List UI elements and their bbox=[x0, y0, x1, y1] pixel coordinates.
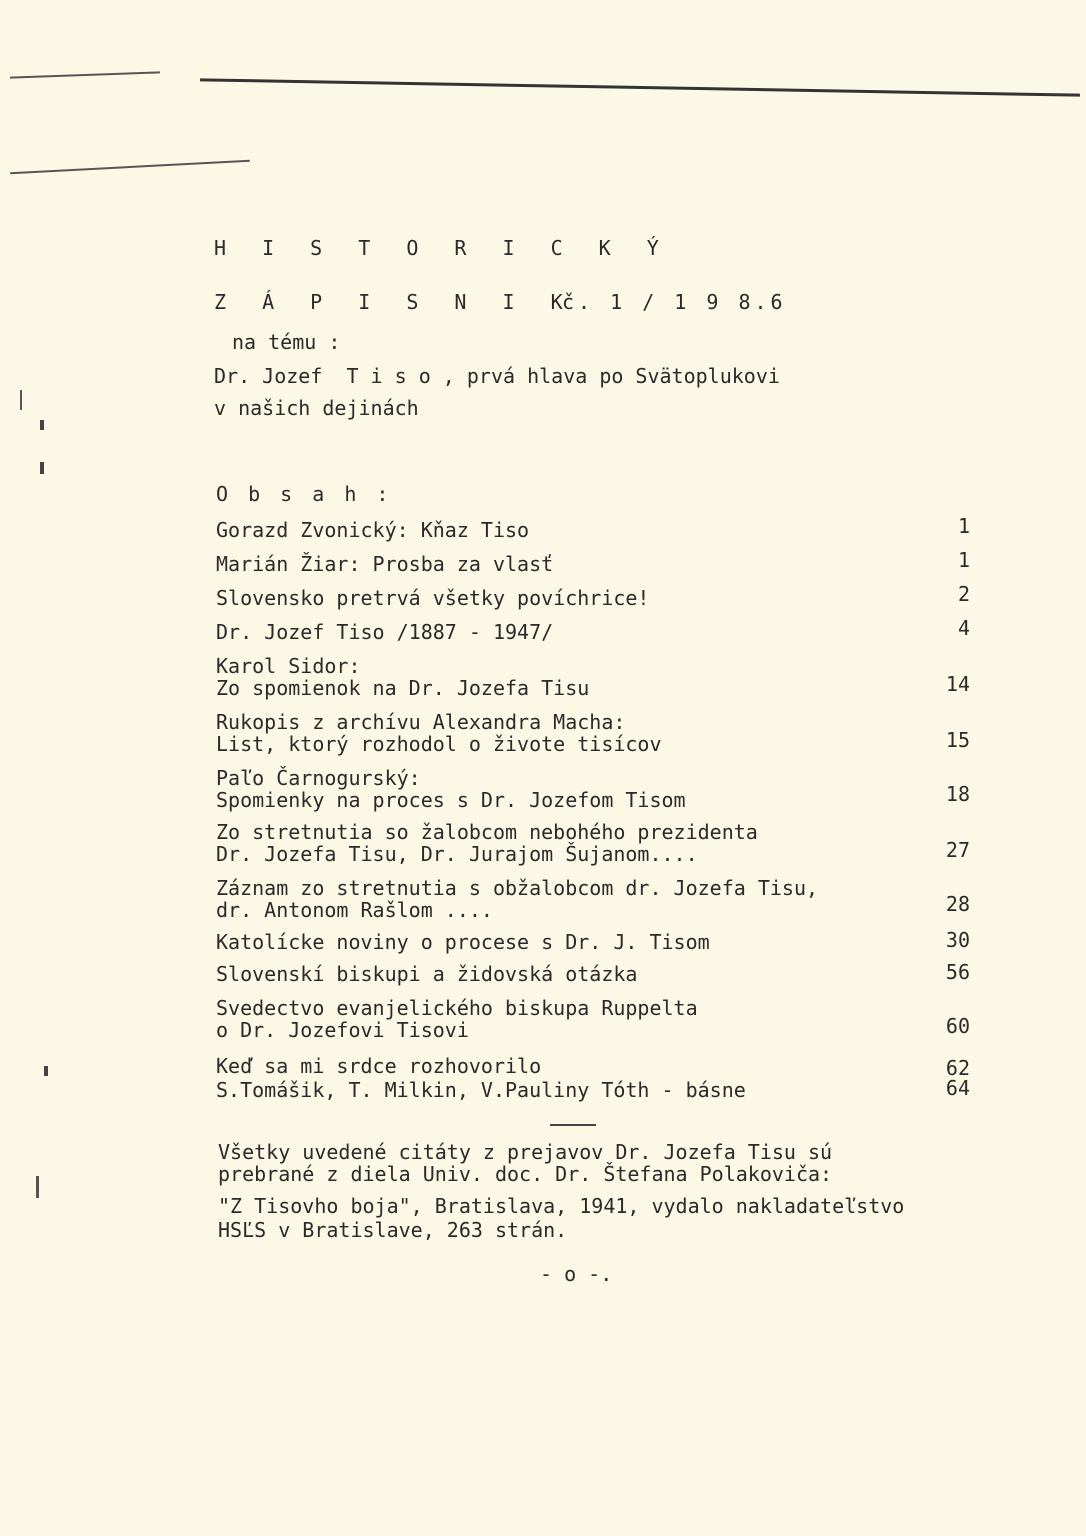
contents-heading: O b s a h : bbox=[216, 482, 393, 506]
toc-entry-title: Dr. Jozef Tiso /1887 - 1947/ bbox=[216, 620, 554, 644]
toc-entry-page: 14 bbox=[945, 672, 970, 696]
toc-entry-page: 62 bbox=[945, 1056, 970, 1080]
toc-entry-title: Paľo Čarnogurský: bbox=[216, 766, 421, 790]
toc-entry-title: Marián Žiar: Prosba za vlasť bbox=[216, 552, 554, 576]
toc-entry-title: Rukopis z archívu Alexandra Macha: bbox=[216, 710, 626, 734]
toc-entry-page: 64 bbox=[945, 1076, 970, 1100]
toc-entry-title: Katolícke noviny o procese s Dr. J. Tisom bbox=[216, 930, 710, 954]
toc-entry-page: 1 bbox=[957, 514, 970, 538]
toc-entry-page: 30 bbox=[945, 928, 970, 952]
toc-entry-title: o Dr. Jozefovi Tisovi bbox=[216, 1018, 469, 1042]
document-title: H I S T O R I C K Ý bbox=[214, 236, 671, 260]
separator-line bbox=[550, 1124, 596, 1126]
footer-note-line: prebrané z diela Univ. doc. Dr. Štefana Polakoviča: bbox=[218, 1162, 833, 1186]
toc-entry-title: Karol Sidor: bbox=[216, 654, 361, 678]
margin-speck bbox=[44, 1066, 48, 1076]
margin-speck bbox=[40, 462, 44, 474]
toc-entry-page: 4 bbox=[957, 616, 970, 640]
toc-entry-title: Záznam zo stretnutia s obžalobcom dr. Jozefa Tisu, bbox=[216, 876, 819, 900]
toc-entry-title: Slovenskí biskupi a židovská otázka bbox=[216, 962, 638, 986]
toc-entry-title: Slovensko pretrvá všetky povíchrice! bbox=[216, 586, 650, 610]
toc-entry-title: List, ktorý rozhodol o živote tisícov bbox=[216, 732, 662, 756]
footer-note-line: Všetky uvedené citáty z prejavov Dr. Jozefa Tisu sú bbox=[218, 1140, 833, 1164]
footer-source-line: "Z Tisovho boja", Bratislava, 1941, vydalo nakladateľstvo bbox=[218, 1194, 905, 1218]
toc-entry-title: Gorazd Zvonický: Kňaz Tiso bbox=[216, 518, 530, 542]
toc-entry-page: 18 bbox=[945, 782, 970, 806]
toc-entry-page: 56 bbox=[945, 960, 970, 984]
toc-entry-title: S.Tomášik, T. Milkin, V.Pauliny Tóth - básne bbox=[216, 1078, 746, 1102]
toc-entry-page: 2 bbox=[957, 582, 970, 606]
footer-source-line: HSĽS v Bratislave, 263 strán. bbox=[218, 1218, 568, 1242]
toc-entry-title: dr. Antonom Rašlom .... bbox=[216, 898, 493, 922]
toc-entry-page: 15 bbox=[945, 728, 970, 752]
toc-entry-title: Spomienky na proces s Dr. Jozefom Tisom bbox=[216, 788, 686, 812]
toc-entry-page: 28 bbox=[945, 892, 970, 916]
issue-number: č. 1 / 1 9 8.6 bbox=[562, 290, 787, 314]
toc-entry-page: 27 bbox=[945, 838, 970, 862]
margin-speck bbox=[36, 1176, 39, 1198]
torn-edge-line bbox=[200, 78, 1080, 96]
toc-entry-title: Dr. Jozefa Tisu, Dr. Jurajom Šujanom.... bbox=[216, 842, 698, 866]
margin-speck bbox=[40, 420, 44, 430]
toc-entry-page: 60 bbox=[945, 1014, 970, 1038]
torn-edge-line bbox=[10, 71, 160, 78]
toc-entry-title: Zo stretnutia so žalobcom nebohého prezidenta bbox=[216, 820, 758, 844]
topic-label: na tému : bbox=[232, 330, 341, 354]
toc-entry-title: Keď sa mi srdce rozhovorilo bbox=[216, 1054, 542, 1078]
document-subtitle: Z Á P I S N I K bbox=[214, 290, 575, 314]
toc-entry-title: Svedectvo evanjelického biskupa Ruppelta bbox=[216, 996, 698, 1020]
torn-edge-line bbox=[10, 160, 250, 175]
topic-line: v našich dejinách bbox=[214, 396, 419, 420]
toc-entry-title: Zo spomienok na Dr. Jozefa Tisu bbox=[216, 676, 590, 700]
end-mark: - o -. bbox=[540, 1262, 613, 1286]
topic-line: Dr. Jozef T i s o , prvá hlava po Svätoplukovi bbox=[214, 364, 780, 388]
toc-entry-page: 1 bbox=[957, 548, 970, 572]
margin-speck bbox=[20, 390, 22, 410]
